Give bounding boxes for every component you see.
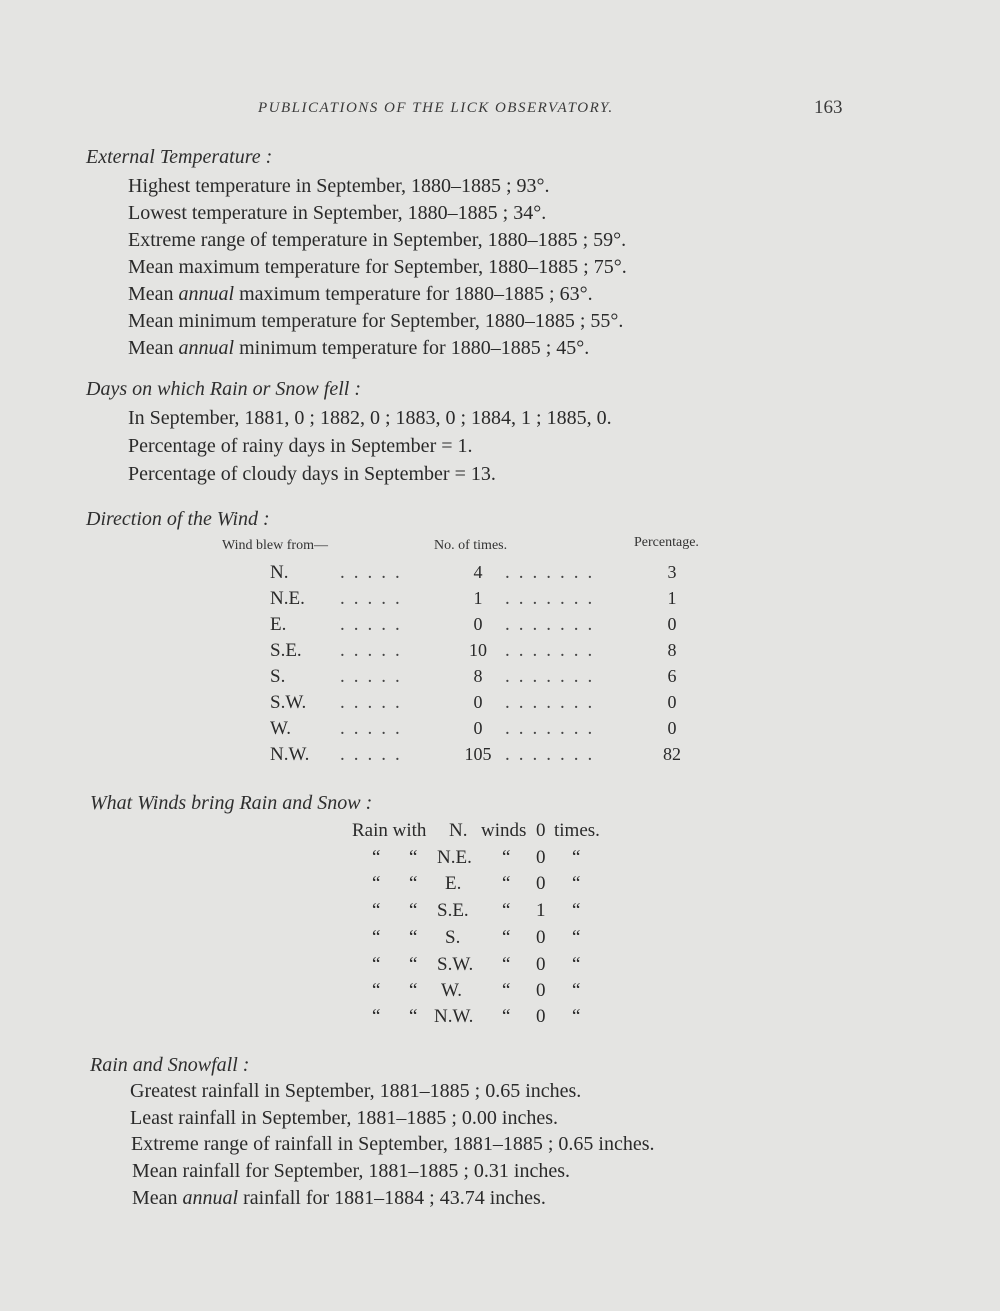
table-row [0, 1006, 1000, 1032]
rainfall-line [132, 1160, 570, 1183]
ditto-mark: “ [409, 873, 418, 894]
wind-percentage: 0 [667, 692, 677, 712]
line-text: rainfall for 1881–1884 ; 43.74 inches. [238, 1187, 546, 1209]
wind-count: 0 [473, 614, 483, 634]
ditto-mark: “ [572, 900, 581, 921]
rain-days-line: In September, 1881, 0 ; 1882, 0 ; 1883, 0 ; 1884, 1 ; 1885, 0. [128, 407, 612, 429]
line-text: Mean [128, 283, 179, 305]
rain-count: 0 [536, 927, 546, 948]
rain-count: 0 [536, 1006, 546, 1027]
wind-count: 4 [473, 562, 483, 582]
table-row [0, 873, 1000, 899]
table-row [0, 718, 1000, 744]
leader-dots: ..... [340, 588, 409, 609]
ditto-mark: “ [502, 900, 511, 921]
wind-direction: E. [445, 873, 462, 894]
temperature-line [128, 202, 546, 225]
rain-with-label: Rain with [352, 820, 427, 841]
wind-direction: S.E. [437, 900, 469, 921]
line-text: Mean [128, 337, 179, 359]
section-title-wind-direction: Direction of the Wind : [86, 508, 270, 530]
wind-direction: S. [445, 927, 461, 948]
temperature-line [128, 283, 593, 306]
rain-count: 0 [536, 873, 546, 894]
emphasis-text: annual [182, 1187, 239, 1209]
leader-dots: ....... [505, 588, 602, 609]
leader-dots: ..... [340, 614, 409, 635]
leader-dots: ..... [340, 562, 409, 583]
leader-dots: ....... [505, 666, 602, 687]
table-row [0, 562, 1000, 588]
table-row [0, 614, 1000, 640]
wind-count: 10 [469, 640, 487, 660]
wind-direction: S.W. [270, 692, 307, 713]
wind-percentage: 1 [667, 588, 677, 608]
ditto-mark: “ [372, 873, 381, 894]
ditto-mark: “ [372, 900, 381, 921]
rain-count: 0 [536, 954, 546, 975]
line-text: Least rainfall in September, 1881–1885 ; 0.00 inches. [130, 1107, 558, 1129]
ditto-mark: “ [502, 927, 511, 948]
leader-dots: ..... [340, 718, 409, 739]
wind-direction: W. [441, 980, 462, 1001]
wind-count: 1 [473, 588, 483, 608]
section-title-rain-winds: What Winds bring Rain and Snow : [90, 792, 373, 814]
ditto-mark: “ [572, 954, 581, 975]
wind-percentage: 6 [667, 666, 677, 686]
rainfall-line [132, 1187, 546, 1210]
ditto-mark: “ [409, 847, 418, 868]
column-header-percentage: Percentage. [634, 535, 699, 550]
table-row [0, 900, 1000, 926]
cloudy-days-percentage: Percentage of cloudy days in September = 13. [128, 463, 496, 485]
table-row [0, 980, 1000, 1006]
rainfall-line [131, 1133, 655, 1156]
wind-direction: S. [270, 666, 286, 687]
rain-count: 1 [536, 900, 546, 921]
rainfall-line [130, 1107, 558, 1130]
table-row [0, 954, 1000, 980]
ditto-mark: “ [372, 927, 381, 948]
section-title-rain-days: Days on which Rain or Snow fell : [86, 378, 361, 400]
running-title: PUBLICATIONS OF THE LICK OBSERVATORY. [258, 100, 614, 116]
line-text: Mean [132, 1187, 183, 1209]
wind-direction: S.W. [437, 954, 474, 975]
leader-dots: ....... [505, 718, 602, 739]
ditto-mark: “ [572, 980, 581, 1001]
leader-dots: ....... [505, 614, 602, 635]
leader-dots: ....... [505, 562, 602, 583]
emphasis-text: annual [178, 337, 235, 359]
leader-dots: ....... [505, 692, 602, 713]
wind-direction: N.W. [434, 1006, 474, 1027]
ditto-mark: “ [502, 873, 511, 894]
line-text: maximum temperature for 1880–1885 ; 63°. [234, 283, 593, 305]
wind-direction: N.E. [270, 588, 305, 609]
line-text: Extreme range of rainfall in September, 1881–1885 ; 0.65 inches. [131, 1133, 655, 1155]
rain-count: 0 [536, 847, 546, 868]
line-text: Highest temperature in September, 1880–1885 ; 93°. [128, 175, 550, 197]
table-row [0, 692, 1000, 718]
line-text: minimum temperature for 1880–1885 ; 45°. [234, 337, 590, 359]
wind-direction: N. [270, 562, 289, 583]
leader-dots: ..... [340, 744, 409, 765]
table-row [0, 847, 1000, 873]
table-row [0, 927, 1000, 953]
line-text: Greatest rainfall in September, 1881–1885 ; 0.65 inches. [130, 1080, 582, 1102]
ditto-mark: “ [372, 847, 381, 868]
rain-count: 0 [536, 980, 546, 1001]
ditto-mark: “ [572, 1006, 581, 1027]
ditto-mark: “ [409, 927, 418, 948]
line-text: Mean maximum temperature for September, 1880–1885 ; 75°. [128, 256, 627, 278]
table-row [0, 820, 1000, 846]
rain-count: 0 [536, 820, 546, 841]
table-row [0, 640, 1000, 666]
line-text: Lowest temperature in September, 1880–1885 ; 34°. [128, 202, 547, 224]
page-number: 163 [814, 97, 843, 118]
ditto-mark: “ [409, 1006, 418, 1027]
ditto-mark: “ [409, 954, 418, 975]
wind-direction: E. [270, 614, 287, 635]
ditto-mark: “ [409, 980, 418, 1001]
wind-direction: N.W. [270, 744, 310, 765]
emphasis-text: annual [178, 283, 235, 305]
table-row [0, 744, 1000, 770]
ditto-mark: “ [502, 980, 511, 1001]
wind-direction: N. [449, 820, 468, 841]
rainy-days-percentage: Percentage of rainy days in September = 1. [128, 435, 473, 457]
rainfall-line [130, 1080, 581, 1103]
line-text: Extreme range of temperature in September, 1880–1885 ; 59°. [128, 229, 627, 251]
ditto-mark: “ [572, 873, 581, 894]
times-label: times. [554, 820, 600, 841]
ditto-mark: “ [502, 1006, 511, 1027]
wind-percentage: 82 [663, 744, 681, 764]
temperature-line [128, 229, 626, 252]
wind-count: 8 [473, 666, 483, 686]
section-title-external-temperature: External Temperature : [86, 146, 273, 168]
wind-percentage: 8 [667, 640, 677, 660]
wind-count: 0 [473, 718, 483, 738]
leader-dots: ....... [505, 744, 602, 765]
leader-dots: ..... [340, 666, 409, 687]
wind-count: 0 [473, 692, 483, 712]
leader-dots: ....... [505, 640, 602, 661]
table-row [0, 666, 1000, 692]
line-text: Mean minimum temperature for September, 1880–1885 ; 55°. [128, 310, 624, 332]
temperature-line [128, 175, 550, 198]
section-title-rainfall: Rain and Snowfall : [90, 1054, 250, 1076]
ditto-mark: “ [572, 847, 581, 868]
ditto-mark: “ [572, 927, 581, 948]
line-text: Mean rainfall for September, 1881–1885 ; 0.31 inches. [132, 1160, 570, 1182]
wind-percentage: 0 [667, 614, 677, 634]
temperature-line [128, 337, 589, 360]
leader-dots: ..... [340, 692, 409, 713]
wind-direction: N.E. [437, 847, 472, 868]
wind-percentage: 3 [667, 562, 677, 582]
wind-percentage: 0 [667, 718, 677, 738]
ditto-mark: “ [502, 954, 511, 975]
ditto-mark: “ [409, 900, 418, 921]
column-header-times: No. of times. [434, 538, 508, 553]
temperature-line [128, 310, 623, 333]
column-header-wind-from: Wind blew from— [222, 538, 328, 553]
temperature-line [128, 256, 627, 279]
leader-dots: ..... [340, 640, 409, 661]
ditto-mark: “ [372, 1006, 381, 1027]
wind-direction: S.E. [270, 640, 302, 661]
ditto-mark: “ [502, 847, 511, 868]
table-row [0, 588, 1000, 614]
ditto-mark: “ [372, 954, 381, 975]
ditto-mark: “ [372, 980, 381, 1001]
wind-count: 105 [464, 744, 492, 764]
wind-direction: W. [270, 718, 291, 739]
winds-label: winds [481, 820, 527, 841]
